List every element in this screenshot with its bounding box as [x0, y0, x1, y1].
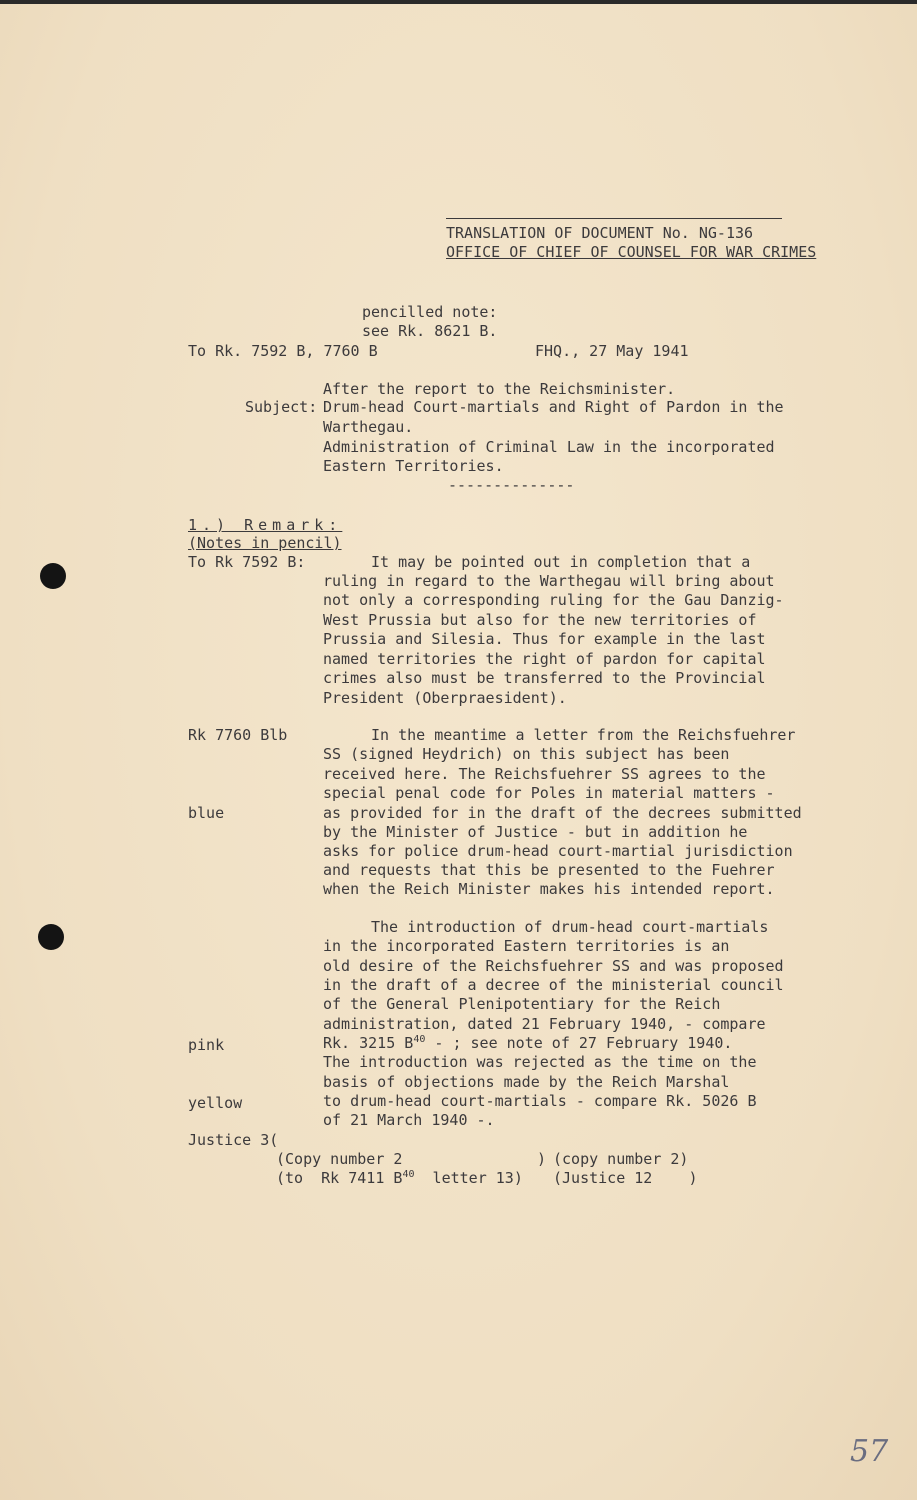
para2-line: by the Minister of Justice - but in addition he [323, 823, 748, 841]
subject-line-3: Administration of Criminal Law in the incorporated [323, 438, 775, 456]
subject-line-4: Eastern Territories. [323, 457, 504, 475]
para3-rk-rest: - ; see note of 27 February 1940. [425, 1034, 733, 1052]
punch-hole-bottom [38, 924, 64, 950]
punch-hole-top [40, 563, 66, 589]
para3-line: to drum-head court-martials - compare Rk. 5026 B [323, 1092, 757, 1110]
para2-line: received here. The Reichsfuehrer SS agrees to the [323, 765, 766, 783]
para2-line: as provided for in the draft of the decrees submitted [323, 804, 802, 822]
para3-line: in the draft of a decree of the ministerial council [323, 976, 784, 994]
justice-line: Justice 3( [188, 1131, 279, 1149]
subject-label: Subject: [245, 398, 318, 416]
copy-left-1: (Copy number 2 [276, 1150, 403, 1168]
para1-line: President (Oberpraesident). [323, 689, 567, 707]
handwritten-page-number: 57 [850, 1434, 889, 1469]
copy-left-2-sup: 40 [402, 1169, 415, 1180]
para3-line: in the incorporated Eastern territories is an [323, 937, 730, 955]
para1-margin-ref: To Rk 7592 B: [188, 553, 306, 571]
divider-line: -------------- [448, 476, 575, 494]
remark-heading: 1.) Remark: [188, 516, 343, 534]
para1-line: not only a corresponding ruling for the Gau Danzig- [323, 591, 784, 609]
subject-line-2: Warthegau. [323, 418, 414, 436]
copy-right-2: (Justice 12 ) [553, 1169, 698, 1187]
para1-line: crimes also must be transferred to the Provincial [323, 669, 766, 687]
para3-line: basis of objections made by the Reich Marshal [323, 1073, 730, 1091]
copy-left-2-rest: letter 13) [414, 1169, 523, 1187]
para2-line: In the meantime a letter from the Reichsfuehrer [371, 726, 796, 744]
para1-line: Prussia and Silesia. Thus for example in the last [323, 630, 766, 648]
scan-edge [0, 0, 917, 4]
para3-line: of 21 March 1940 -. [323, 1111, 495, 1129]
para3-rk-sup: 40 [413, 1034, 426, 1045]
header-line-1: TRANSLATION OF DOCUMENT No. NG-136 [446, 224, 754, 242]
copy-left-1-close: ) [537, 1150, 547, 1168]
para3-line: The introduction was rejected as the time on the [323, 1053, 757, 1071]
para2-line: asks for police drum-head court-martial jurisdiction [323, 842, 793, 860]
place-date: FHQ., 27 May 1941 [535, 342, 689, 360]
para1-line: It may be pointed out in completion that a [371, 553, 751, 571]
para2-line: when the Reich Minister makes his intended report. [323, 880, 775, 898]
after-report-line: After the report to the Reichsminister. [323, 380, 676, 398]
para1-line: West Prussia but also for the new territories of [323, 611, 757, 629]
para1-line: ruling in regard to the Warthegau will bring about [323, 572, 775, 590]
header-line-2: OFFICE OF CHIEF OF COUNSEL FOR WAR CRIMES [446, 243, 817, 261]
to-reference: To Rk. 7592 B, 7760 B [188, 342, 378, 360]
para3-rk-ref: Rk. 3215 B [323, 1034, 414, 1052]
para3-line: The introduction of drum-head court-martials [371, 918, 769, 936]
copy-left-2-ref: (to Rk 7411 B [276, 1169, 403, 1187]
para2-margin-color: blue [188, 804, 225, 822]
pencilled-note-line-1: pencilled note: [362, 303, 498, 321]
para3-rk-line [323, 1034, 732, 1053]
para3-margin-yellow: yellow [188, 1094, 243, 1112]
remark-notes: (Notes in pencil) [188, 534, 342, 552]
para2-line: SS (signed Heydrich) on this subject has been [323, 745, 730, 763]
pencilled-note-line-2: see Rk. 8621 B. [362, 322, 498, 340]
para3-line: administration, dated 21 February 1940, - compare [323, 1015, 766, 1033]
para1-line: named territories the right of pardon for capital [323, 650, 766, 668]
copy-right-1: (copy number 2) [553, 1150, 689, 1168]
para2-line: special penal code for Poles in material matters - [323, 784, 775, 802]
para3-line: of the General Plenipotentiary for the Reich [323, 995, 721, 1013]
para2-line: and requests that this be presented to the Fuehrer [323, 861, 775, 879]
para2-margin-ref: Rk 7760 Blb [188, 726, 288, 744]
para3-margin-pink: pink [188, 1036, 225, 1054]
copy-left-2 [276, 1169, 523, 1188]
header-rule [446, 218, 782, 219]
subject-line-1: Drum-head Court-martials and Right of Pardon in the [323, 398, 784, 416]
para3-line: old desire of the Reichsfuehrer SS and was proposed [323, 957, 784, 975]
